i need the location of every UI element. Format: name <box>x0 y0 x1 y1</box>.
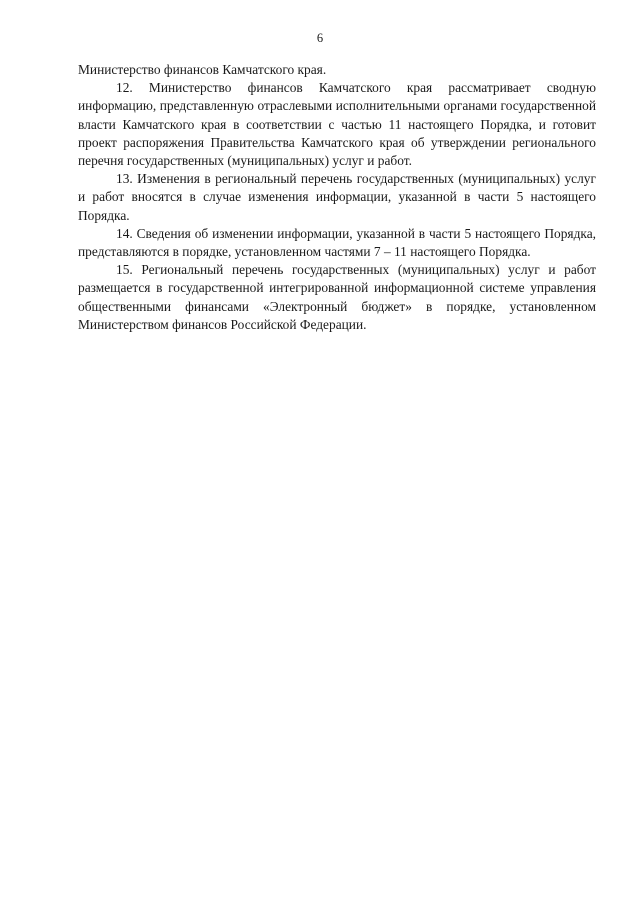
paragraph-13: 13. Изменения в региональный перечень государственных (муниципальных) услуг и работ вносятся в случае изменения информации, указанной в части 5 настоящего Порядка. <box>78 171 596 223</box>
page-number: 6 <box>316 31 324 45</box>
paragraph-14: 14. Сведения об изменении информации, указанной в части 5 настоящего Порядка, представляются в порядке, установленном частями 7 – 11 настоящего Порядка. <box>78 225 596 260</box>
paragraph-15: 15. Региональный перечень государственных (муниципальных) услуг и работ размещается в государственной интегрированной информационной системе управления общественными финансами «Электронный бюджет» в порядке, установленном Министерством финансов Российской Федерации. <box>78 262 596 332</box>
document-body <box>78 61 596 334</box>
paragraph-12: 12. Министерство финансов Камчатского края рассматривает сводную информацию, представленную отраслевыми исполнительными органами государственной власти Камчатского края в соответствии с частью 11 настоящего Порядка, и готовит проект распоряжения Правительства Камчатского края об утверждении регионального перечня государственных (муниципальных) услуг и работ. <box>78 80 596 169</box>
paragraph-continuation: Министерство финансов Камчатского края. <box>78 62 327 77</box>
